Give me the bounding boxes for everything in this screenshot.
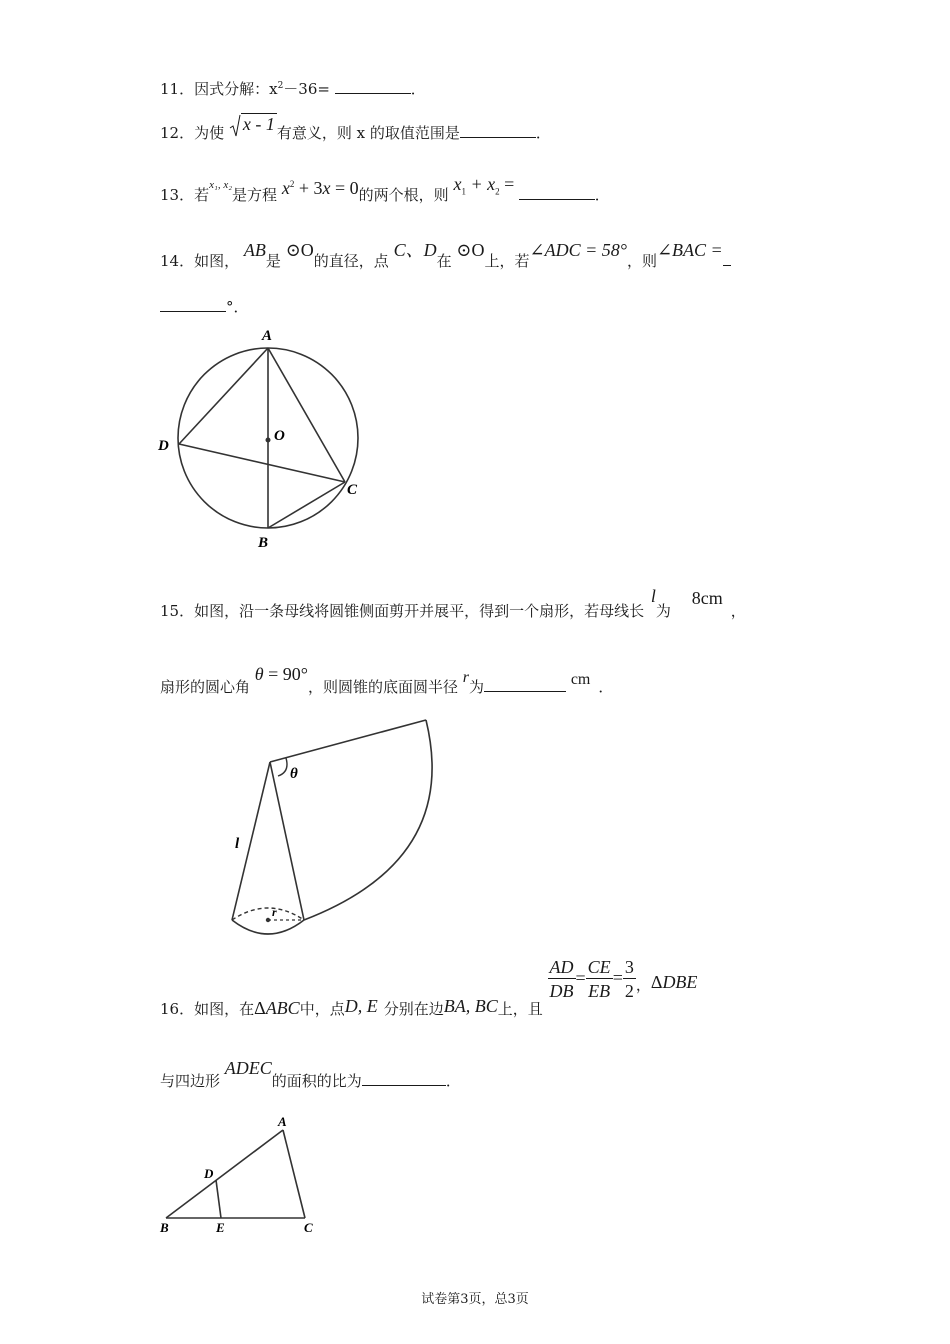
q13-answer-blank [519, 185, 595, 200]
q15-text2: 为 [655, 602, 671, 620]
q15-length: 8cm [691, 588, 723, 608]
q12-prefix: 为使 [194, 124, 225, 142]
q15-theta: θ = 90° [254, 664, 308, 684]
q14-tail: °． [226, 298, 249, 316]
label-c: C [347, 482, 358, 498]
q14-text4: 在 [436, 252, 452, 270]
q12-radicand: x - 1 [242, 114, 275, 134]
q13-tail: ． [594, 186, 610, 204]
chord-ad [179, 348, 268, 444]
question-13 [160, 174, 610, 207]
q16-text7: 的面积的比为 [271, 1072, 362, 1090]
q11-suffix: －36= [283, 80, 335, 98]
chord-bc [268, 482, 345, 528]
label-l: l [235, 836, 240, 852]
label-theta: θ [290, 766, 298, 782]
label-c: C [304, 1220, 313, 1235]
q14-answer-blank [160, 297, 226, 312]
q13-number: 13． [160, 186, 195, 204]
question-16-line2 [160, 1058, 461, 1091]
q16-text5: ， [635, 975, 651, 994]
q16-text3: 分别在边 [383, 999, 444, 1018]
q16-figure [150, 1108, 340, 1238]
q13-equation: $x^2 + 3x = 0$ [281, 178, 359, 198]
q12-tail: ． [535, 124, 551, 142]
q15-text1: 如图，沿一条母线将圆锥侧面剪开并展平，得到一个扇形，若母线长 [194, 602, 645, 620]
q15-unit: cm [570, 671, 591, 688]
q13-sum: $x_1 + x_2$ = [453, 174, 519, 197]
label-a: A [262, 328, 273, 344]
q16-answer-blank [362, 1071, 446, 1086]
q11-exponent: 2 [277, 81, 284, 91]
q13-roots: x₁, x₂ [209, 179, 233, 191]
q14-text5: 上，若 [484, 252, 530, 270]
chord-ac [268, 348, 345, 482]
q14-points: C、D [393, 240, 437, 260]
label-r: r [272, 905, 277, 919]
q11-tail: ． [410, 80, 426, 98]
q13-text2: 的两个根，则 [358, 186, 449, 204]
center-dot [266, 438, 271, 443]
q14-circle2: ⊙O [456, 240, 485, 260]
q16-text1: 如图，在 [194, 999, 255, 1018]
angle-mark [278, 758, 287, 776]
radical-sign-icon [229, 114, 241, 138]
label-a: A [278, 1114, 287, 1129]
q14-text1: 如图， [194, 252, 240, 270]
q13-mid: 是方程 [232, 186, 278, 204]
q16-triangle2: ΔDBE [650, 971, 698, 992]
q12-suffix: 有意义，则 x 的取值范围是 [276, 124, 460, 142]
q14-circle: ⊙O [285, 240, 314, 260]
q16-text6: 与四边形 [160, 1072, 221, 1090]
label-e: E [216, 1220, 225, 1235]
question-11 [160, 78, 426, 99]
q15-text5: 为 [469, 678, 485, 696]
label-d: D [204, 1166, 214, 1181]
q15-text4: ，则圆锥的底面圆半径 [308, 678, 459, 696]
q14-angle-ask: ∠BAC = [656, 240, 723, 260]
q15-text3: 扇形的圆心角 [160, 678, 251, 696]
q16-points: D, E [344, 995, 378, 1016]
q15-number: 15． [160, 602, 195, 620]
q16-triangle: ΔABC [254, 997, 300, 1018]
q15-tail: ． [598, 678, 614, 696]
q14-ab: AB [243, 240, 266, 260]
label-o: O [274, 428, 285, 444]
label-b: B [258, 535, 269, 551]
side-ac [283, 1130, 305, 1218]
question-12 [160, 114, 551, 146]
q16-text2: 中，点 [299, 999, 345, 1018]
q14-text6: ，则 [626, 252, 657, 270]
q15-l: l [650, 586, 656, 606]
q15-r: r [462, 669, 470, 686]
q15-figure [220, 710, 450, 945]
q16-fraction-1: $\frac{AD}{DB}$ [549, 957, 574, 1001]
q16-quad: ADEC [224, 1058, 272, 1078]
q16-tail: ． [445, 1072, 461, 1090]
q15-comma: ， [730, 602, 746, 620]
sector-edge-top [270, 720, 426, 762]
q11-prefix: 因式分解：x [194, 80, 278, 98]
q14-number: 14． [160, 252, 195, 270]
q12-answer-blank [460, 123, 536, 138]
q15-answer-blank [484, 677, 566, 692]
q12-number: 12． [160, 124, 195, 142]
q14-angle-given: ∠ADC = 58° [529, 240, 627, 260]
question-14 [160, 240, 731, 272]
base-center-dot [266, 918, 270, 922]
chord-dc [179, 444, 345, 482]
question-14-line2 [160, 296, 249, 317]
q16-number: 16． [160, 999, 195, 1018]
q14-text2: 是 [265, 252, 281, 270]
label-b: B [160, 1220, 169, 1235]
sector-arc [304, 720, 432, 920]
side-ba [166, 1130, 283, 1218]
q14-text3: 的直径，点 [313, 252, 389, 270]
page-footer: 试卷第3页，总3页 [421, 1292, 529, 1307]
question-15 [160, 586, 746, 621]
q14-figure [150, 320, 380, 555]
question-15-line2 [160, 664, 614, 697]
label-d: D [158, 438, 169, 454]
q16-fraction-2: $\frac{CE}{EB}$ [587, 957, 611, 1001]
q16-sides: BA, BC [443, 995, 498, 1016]
q12-sqrt [229, 114, 277, 138]
q14-blank-start [723, 251, 731, 266]
question-16: 16．如图，在ΔABC中，点D, E 分别在边BA, BC上，且 $\frac{AD}{DB}$ = $\frac{CE}{EB}$ = $\frac{3}{2}$ ，ΔDBE [160, 957, 698, 1018]
q11-answer-blank [335, 79, 411, 94]
segment-de [216, 1180, 221, 1218]
q13-prefix: 若 [194, 186, 210, 204]
q11-number: 11． [160, 80, 195, 98]
sector-edge-bottom [270, 762, 304, 920]
q16-fraction-3: $\frac{3}{2}$ [624, 957, 634, 1001]
q16-text4: 上，且 [497, 999, 543, 1018]
